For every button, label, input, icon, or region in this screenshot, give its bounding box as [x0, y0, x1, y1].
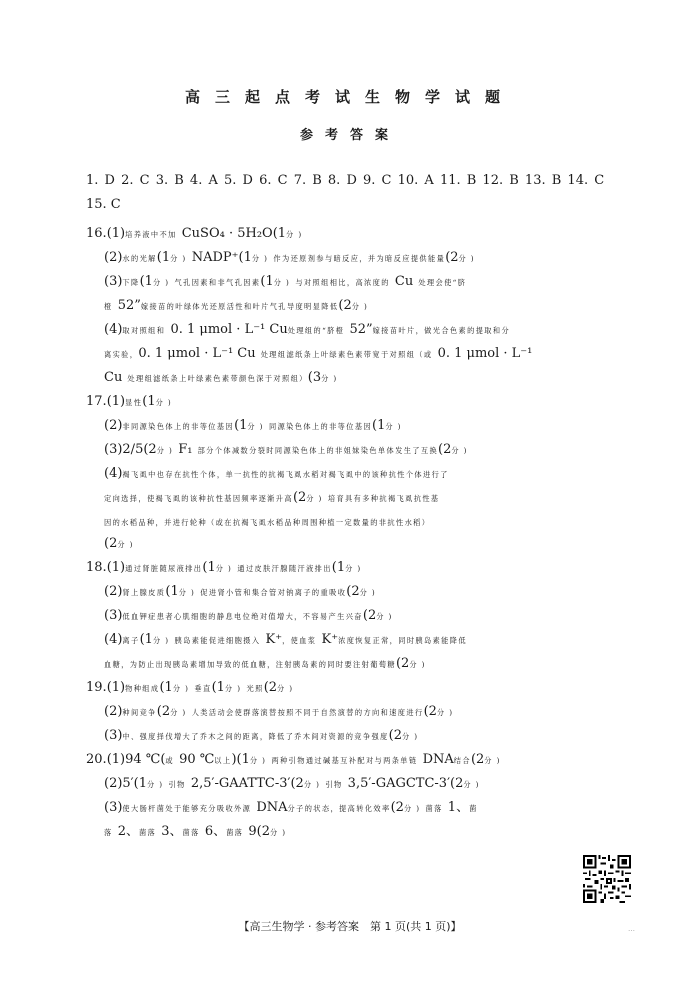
- answer-20-2: (2)5′(1分 ) 引物 2,5′-GAATTC-3′(2分 ) 引物 3,5′-GAGCTC-3′(2分 ): [104, 776, 480, 791]
- answer-19-3: (3)中、强度择伐增大了乔木之间的距离，降低了乔木间对资源的竞争强度(2分 ): [104, 728, 419, 743]
- answer-16-1: 16.(1)培养液中不加 CuSO₄ · 5H₂O(1分 ): [86, 226, 303, 241]
- answer-16-4-cont: 离实验，0. 1 μmol · L⁻¹ Cu 处理组滤纸条上叶绿素色素带宽于对照组（或 0. 1 μmol · L⁻¹: [104, 346, 533, 361]
- answer-19-2: (2)种间竞争(2分 ) 人类活动会使群落演替按照不同于自然演替的方向和速度进行(2分 ): [104, 704, 454, 719]
- footer-mark: …: [628, 925, 635, 933]
- answer-18-2: (2)肾上腺皮质(1分 ) 促进肾小管和集合管对钠离子的重吸收(2分 ): [104, 584, 377, 599]
- answer-17-3: (3)2/5(2分 ) F₁ 部分个体减数分裂时同源染色体上的非姐妹染色单体发生了互换(2分 ): [104, 442, 468, 457]
- answer-18-3: (3)低血钾症患者心肌细胞的静息电位绝对值增大，不容易产生兴奋(2分 ): [104, 608, 393, 623]
- answer-17-4: (4)褐飞虱中也存在抗性个体，单一抗性的抗褐飞虱水稻对褐飞虱中的该种抗性个体进行了: [104, 466, 449, 481]
- answer-20-3: (3)使大肠杆菌处于能够充分吸收外源 DNA分子的状态，提高转化效率(2分 ) 菌落 1、菌: [104, 800, 478, 815]
- answer-16-2: (2)水的光解(1分 ) NADP⁺(1分 ) 作为还原剂参与暗反应，并为暗反应提供能量(2分 ): [104, 250, 476, 265]
- answer-18-1: 18.(1)通过肾脏随尿液排出(1分 ) 通过皮肤汗腺随汗液排出(1分 ): [86, 560, 362, 575]
- answer-17-1: 17.(1)显性(1分 ): [86, 394, 173, 409]
- answer-17-4-score: (2分 ): [104, 536, 134, 551]
- answer-17-2: (2)非同源染色体上的非等位基因(1分 ) 同源染色体上的非等位基因(1分 ): [104, 418, 402, 433]
- page-footer: 【高三生物学 · 参考答案 第 1 页(共 1 页)】: [238, 920, 462, 933]
- answer-18-4-cont: 血糖，为防止出现胰岛素增加导致的低血糖，注射胰岛素的同时要注射葡萄糖(2分 ): [104, 656, 426, 671]
- page-subtitle: 参考答案: [299, 128, 400, 143]
- answer-16-4-cont2: Cu 处理组滤纸条上叶绿素色素带颜色深于对照组）(3分 ): [104, 370, 338, 385]
- answer-16-4: (4)取对照组和 0. 1 μmol · L⁻¹ Cu处理组的“脐橙 52”嫁接苗叶片，做光合色素的提取和分: [104, 322, 511, 337]
- answer-18-4: (4)离子(1分 ) 胰岛素能促进细胞摄入 K⁺，使血浆 K⁺浓度恢复正常，同时胰岛素能降低: [104, 632, 467, 647]
- answer-17-4-cont: 定向选择，使褐飞虱的该种抗性基因频率逐渐升高(2分 ) 培育具有多种抗褐飞虱抗性基: [104, 490, 440, 505]
- answer-20-3-cont: 落 2、菌落 3、菌落 6、菌落 9(2分 ): [104, 824, 287, 839]
- answer-19-1: 19.(1)物种组成(1分 ) 垂直(1分 ) 光照(2分 ): [86, 680, 294, 695]
- mc-answers-line1: 1. D 2. C 3. B 4. A 5. D 6. C 7. B 8. D 9. C 10. A 11. B 12. B 13. B 14. C: [86, 173, 605, 188]
- answer-17-4-cont2: 因的水稻品种，并进行轮种（或在抗褐飞虱水稻品种周围种植一定数量的非抗性水稻）: [104, 518, 431, 527]
- qr-code-icon: [583, 855, 631, 903]
- page-title: 高三起点考试生物学试题: [184, 88, 515, 106]
- mc-answers-line2: 15. C: [86, 197, 121, 212]
- answer-16-3: (3)下降(1分 ) 气孔因素和非气孔因素(1分 ) 与对照组相比，高浓度的 Cu 处理会使“脐: [104, 274, 467, 289]
- answer-20-1: 20.(1)94 ℃(或 90 ℃以上)(1分 ) 两种引物通过碱基互补配对与两条单链 DNA结合(2分 ): [86, 752, 501, 767]
- answer-16-3-cont: 橙 52”嫁接苗的叶绿体光还原活性和叶片气孔导度明显降低(2分 ): [104, 298, 369, 313]
